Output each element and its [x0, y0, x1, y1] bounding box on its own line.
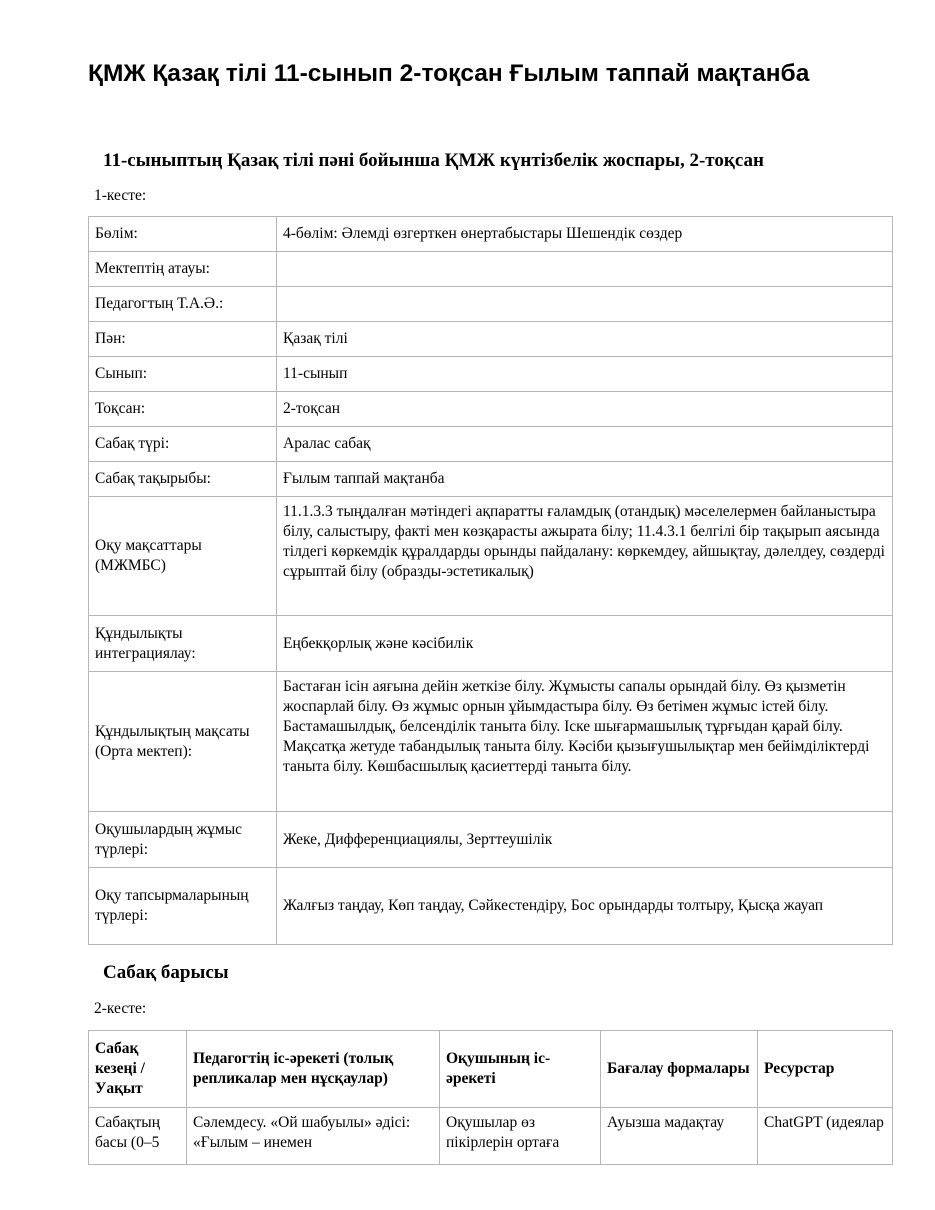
row-value	[277, 252, 893, 287]
row-value: Еңбекқорлық және кәсібилік	[277, 616, 893, 672]
cell-resources	[758, 1108, 893, 1165]
table-row	[89, 357, 893, 392]
cell-stage	[89, 1108, 187, 1165]
table2-caption: 2-кесте:	[94, 1000, 147, 1017]
lesson-heading: Сабақ барысы	[103, 962, 229, 983]
row-label: Оқушылардың жұмыс түрлері:	[89, 812, 277, 868]
table-row	[89, 497, 893, 616]
table-row	[89, 287, 893, 322]
row-label: Пән:	[89, 322, 277, 357]
row-label: Педагогтың Т.А.Ә.:	[89, 287, 277, 322]
row-label: Сабақ түрі:	[89, 427, 277, 462]
table-row	[89, 322, 893, 357]
row-label: Оқу мақсаттары (МЖМБС)	[89, 497, 277, 616]
cell-stage-text: Сабақтың басы (0–5	[95, 1114, 160, 1151]
row-value: 11-сынып	[277, 357, 893, 392]
header-assessment: Бағалау формалары	[601, 1031, 758, 1108]
header-teacher-activity: Педагогтің іс-әрекеті (толық репликалар мен нұсқаулар)	[187, 1031, 440, 1108]
row-value	[277, 287, 893, 322]
table-row	[89, 868, 893, 945]
table-row	[89, 672, 893, 812]
row-label: Құндылықтың мақсаты (Орта мектеп):	[89, 672, 277, 812]
table1-caption: 1-кесте:	[94, 187, 147, 204]
header-stage: Сабақ кезеңі / Уақыт	[89, 1031, 187, 1108]
row-value: Аралас сабақ	[277, 427, 893, 462]
row-label: Құндылықты интеграциялау:	[89, 616, 277, 672]
cell-teacher-activity	[187, 1108, 440, 1165]
row-label: Оқу тапсырмаларының түрлері:	[89, 868, 277, 945]
cell-student-activity-text: Оқушылар өз пікірлерін ортаға	[446, 1114, 560, 1151]
table-row	[89, 427, 893, 462]
table-row	[89, 462, 893, 497]
table-row	[89, 217, 893, 252]
table-row	[89, 616, 893, 672]
lesson-flow-table	[88, 1030, 893, 1165]
plan-heading: 11-сыныптың Қазақ тілі пәні бойынша ҚМЖ күнтізбелік жоспары, 2-тоқсан	[103, 150, 764, 171]
row-value: Жалғыз таңдау, Көп таңдау, Сәйкестендіру, Бос орындарды толтыру, Қысқа жауап	[277, 868, 893, 945]
cell-assessment	[601, 1108, 758, 1165]
row-value: Ғылым таппай мақтанба	[277, 462, 893, 497]
table-row	[89, 252, 893, 287]
cell-teacher-activity-text: Сәлемдесу. «Ой шабуылы» әдісі: «Ғылым – инемен	[193, 1114, 411, 1151]
cell-student-activity	[440, 1108, 601, 1165]
row-label: Тоқсан:	[89, 392, 277, 427]
header-student-activity: Оқушының іс-әрекеті	[440, 1031, 601, 1108]
table-row	[89, 392, 893, 427]
cell-assessment-text: Ауызша мадақтау	[607, 1114, 725, 1131]
row-label: Бөлім:	[89, 217, 277, 252]
table-row	[89, 812, 893, 868]
cell-resources-text: ChatGPT (идеялар	[764, 1114, 884, 1131]
row-value: Жеке, Дифференциациялы, Зерттеушілік	[277, 812, 893, 868]
table-row	[89, 1108, 893, 1165]
document-title: ҚМЖ Қазақ тілі 11-сынып 2-тоқсан Ғылым таппай мақтанба	[88, 60, 810, 87]
row-label: Сабақ тақырыбы:	[89, 462, 277, 497]
header-resources: Ресурстар	[758, 1031, 893, 1108]
table-header-row	[89, 1031, 893, 1108]
row-value: 4-бөлім: Әлемді өзгерткен өнертабыстары Шешендік сөздер	[277, 217, 893, 252]
row-value: 2-тоқсан	[277, 392, 893, 427]
row-value: Бастаған ісін аяғына дейін жеткізе білу. Жұмысты сапалы орындай білу. Өз қызметін жоспарлай білу. Өз жұмыс орнын ұйымдастыра білу. Өз бетімен жұмыс істей білу. Бастамашылдық, белсенділік таныта білу. Іске шығармашылық тұрғыдан қарай білу. Мақсатқа жетуде табандылық таныта білу. Кәсіби қызығушылықтар мен бейімділіктерді таныта білу. Көшбасшылық қасиеттерді таныта білу.	[277, 672, 893, 812]
row-label: Мектептің атауы:	[89, 252, 277, 287]
row-value: Қазақ тілі	[277, 322, 893, 357]
row-value: 11.1.3.3 тыңдалған мәтіндегі ақпаратты ғаламдық (отандық) мәселелермен байланыстыра білу, салыстыру, факті мен көзқарасты ажырата білу; 11.4.3.1 белгілі бір тақырып аясында тілдегі көркемдік құралдарды орынды пайдалану: көркемдеу, айшықтау, дәлелдеу, сөздерді сұрыптай білу (образды-эстетикалық)	[277, 497, 893, 616]
row-label: Сынып:	[89, 357, 277, 392]
lesson-info-table	[88, 216, 893, 945]
